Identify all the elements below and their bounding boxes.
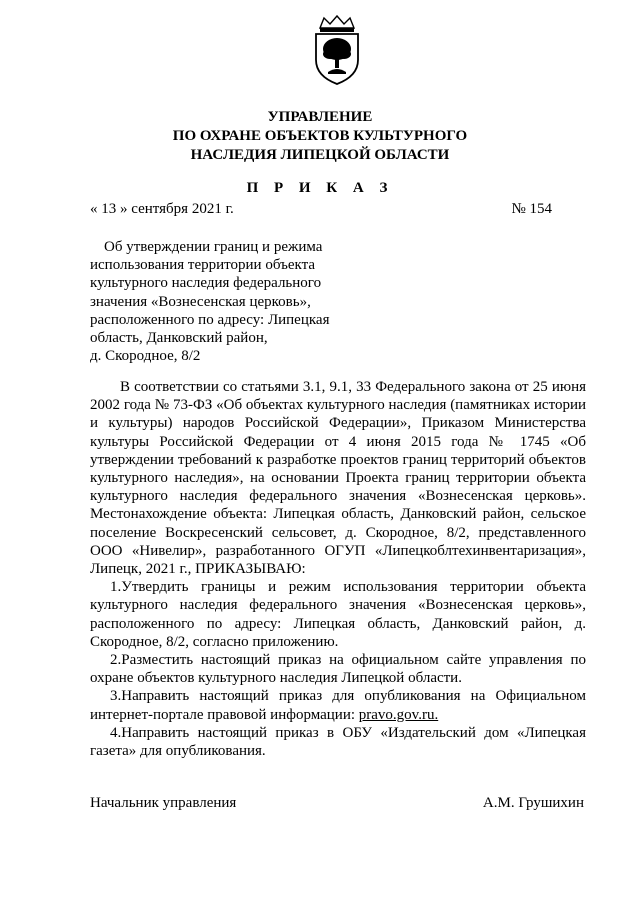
subject-line: область, Данковский район,: [90, 330, 268, 347]
pravo-link[interactable]: pravo.gov.ru.: [358, 706, 439, 723]
order-item-1: 1.Утвердить границы и режим использования территории объекта культурного наследия федерального значения «Вознесенская церковь», расположенного по адресу: Липецкая область, Данковский район, д. Скородное, 8/2, согласно приложению.: [90, 579, 586, 650]
signatory-role: Начальник управления: [90, 795, 237, 811]
order-item-2: 2.Разместить настоящий приказ на официальном сайте управления по охране объектов культурного наследия Липецкой области.: [90, 652, 586, 687]
preamble-paragraph: В соответствии со статьями 3.1, 9.1, 33 Федерального закона от 25 июня 2002 года № 73-ФЗ «Об объектах культурного наследия (памятниках истории и культуры) народов Российской Федерации», Приказом Министерства культуры Российской Федерации от 4 июня 2015 года № 1745 «Об утверждении требований к разработке проектов границ территорий объектов культурного наследия», на основании Проекта границ территории объекта культурного наследия федерального значения «Вознесенская церковь». Местонахождение объекта: Липецкая область, Данковский район, сельское поселение Воскресенский сельсовет, д. Скородное, 8/2, представленного ООО «Нивелир», разработанного ОГУП «Липецкоблтехинвентаризация», Липецк, 2021 г., ПРИКАЗЫВАЮ:: [90, 379, 586, 578]
header-line-2: ПО ОХРАНЕ ОБЪЕКТОВ КУЛЬТУРНОГО: [172, 128, 468, 144]
subject-line: культурного наследия федерального: [90, 275, 322, 292]
order-date: « 13 » сентября 2021 г.: [90, 201, 234, 217]
subject-line: д. Скородное, 8/2: [90, 348, 201, 365]
header-line-3: НАСЛЕДИЯ ЛИПЕЦКОЙ ОБЛАСТИ: [190, 147, 450, 163]
document-title: П Р И К А З: [246, 180, 394, 196]
order-number: № 154: [511, 201, 552, 217]
subject-line: Об утверждении границ и режима: [104, 239, 323, 255]
subject-line: расположенного по адресу: Липецкая: [90, 311, 330, 328]
subject-line: использования территории объекта: [90, 257, 315, 274]
order-item-3-text: 3.Направить настоящий приказ для опубликования на Официальном интернет-портале правовой информации:: [90, 688, 586, 723]
coat-of-arms-emblem: [306, 14, 368, 86]
header-line-1: УПРАВЛЕНИЕ: [267, 109, 373, 125]
subject-line: значения «Вознесенская церковь»,: [90, 293, 311, 310]
order-subject: [90, 238, 350, 365]
signatory-name: А.М. Грушихин: [482, 795, 584, 811]
order-body: [90, 378, 586, 760]
order-item-4: 4.Направить настоящий приказ в ОБУ «Издательский дом «Липецкая газета» для опубликования.: [90, 724, 586, 760]
organization-header: [0, 108, 640, 165]
order-item-3: [90, 687, 586, 723]
